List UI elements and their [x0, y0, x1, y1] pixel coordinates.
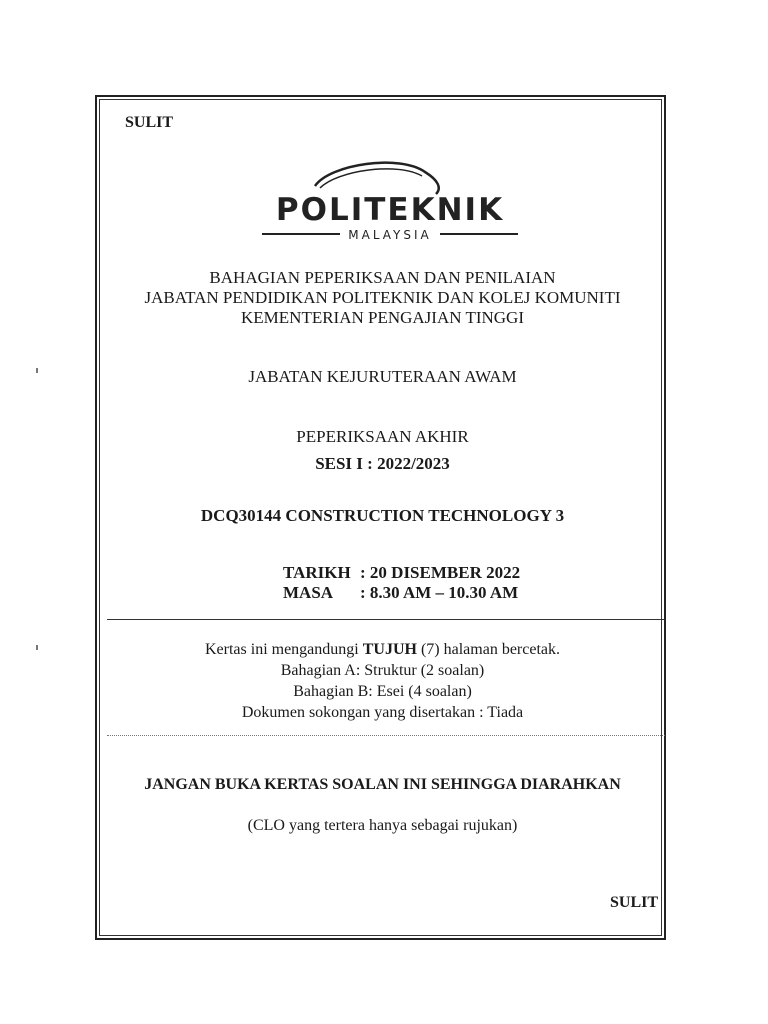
- classification-top: SULIT: [125, 114, 174, 131]
- exam-session: SESI I : 2022/2023: [315, 454, 450, 473]
- classification-bottom: SULIT: [610, 894, 659, 911]
- section-a-info: Bahagian A: Struktur (2 soalan): [280, 662, 485, 679]
- divider-bottom: [107, 735, 665, 736]
- politeknik-logo: [260, 150, 520, 245]
- time-value: : 8.30 AM – 10.30 AM: [360, 583, 519, 602]
- scan-mark: [36, 368, 38, 373]
- politeknik-logo-icon: [260, 150, 520, 245]
- date-value: : 20 DISEMBER 2022: [360, 563, 521, 582]
- institution-line-3: KEMENTERIAN PENGAJIAN TINGGI: [241, 308, 524, 327]
- institution-line-2: JABATAN PENDIDIKAN POLITEKNIK DAN KOLEJ KOMUNITI: [144, 288, 621, 307]
- page-count-prefix: Kertas ini mengandungi: [204, 641, 363, 658]
- logo-wordmark: POLITEKNIK: [275, 192, 505, 228]
- course-title: DCQ30144 CONSTRUCTION TECHNOLOGY 3: [200, 506, 565, 525]
- page-count-line: [100, 639, 665, 660]
- time-label: MASA: [283, 583, 334, 602]
- documents-info: Dokumen sokongan yang disertakan : Tiada: [241, 704, 524, 721]
- clo-note: (CLO yang tertera hanya sebagai rujukan): [247, 817, 518, 834]
- scan-mark: [36, 645, 38, 650]
- date-label: TARIKH: [283, 563, 351, 582]
- paper-info: [100, 639, 665, 723]
- section-b-info: Bahagian B: Esei (4 soalan): [293, 683, 472, 700]
- logo-subtitle: MALAYSIA: [348, 228, 432, 242]
- warning-notice: JANGAN BUKA KERTAS SOALAN INI SEHINGGA DIARAHKAN: [144, 776, 621, 793]
- page-count-word: TUJUH: [362, 641, 417, 658]
- institution-block: [100, 268, 665, 328]
- department-name: JABATAN KEJURUTERAAN AWAM: [248, 367, 517, 386]
- exam-type: PEPERIKSAAN AKHIR: [296, 427, 469, 446]
- page-count-suffix: (7) halaman bercetak.: [416, 641, 560, 658]
- institution-line-1: BAHAGIAN PEPERIKSAAN DAN PENILAIAN: [209, 268, 556, 287]
- divider-top: [107, 619, 665, 620]
